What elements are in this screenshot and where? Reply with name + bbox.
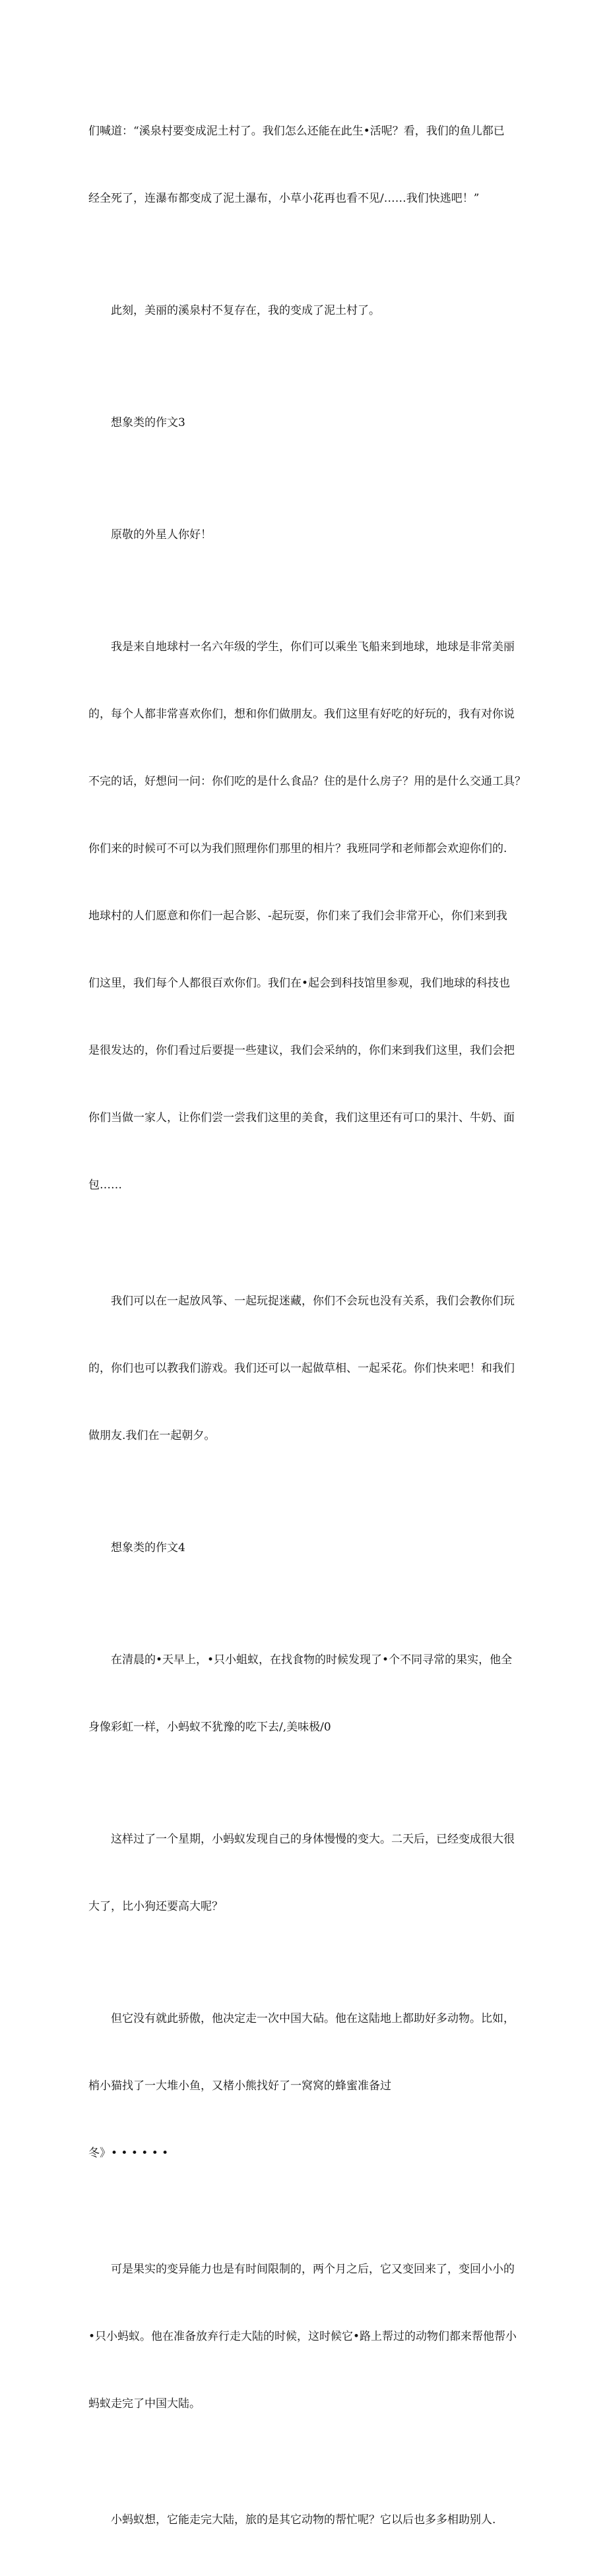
text-line: 梢小猫找了一大堆小鱼，又楮小熊找好了一窝窝的蜂蜜准备过: [88, 2079, 391, 2093]
text-line: 冬》• • • • • •: [88, 2147, 169, 2160]
text-line: 经全死了，连瀑布都变成了泥土瀑布，小草小花再也看不见/……我们快逃吧！”: [88, 192, 480, 205]
text-line: 蚂蚁走完了中国大陆。: [88, 2397, 201, 2410]
text-line: 不完的话，好想问一问：你们吃的是什么食品？住的是什么房子？用的是什么交通工具？: [88, 775, 526, 788]
text-line: 的，每个人都非常喜欢你们，想和你们做朋友。我们这里有好吃的好玩的，我有对你说: [88, 708, 515, 721]
text-line: 这样过了一个星期，小蚂蚁发现自己的身体慢慢的变大。二天后，已经变成很大很: [111, 1833, 515, 1846]
paragraph: [88, 591, 526, 1241]
text-line: 我们可以在一起放风筝、一起玩捉迷藏，你们不会玩也没有关系，我们会教你们玩: [111, 1295, 515, 1308]
paragraph: [88, 1604, 517, 1783]
paragraph: [88, 255, 517, 367]
heading-text: 想象类的作文3: [111, 416, 185, 429]
text-line: 是很发达的，你们看过后要提一些建议，我们会采纳的，你们来到我们这里，我们会把: [88, 1044, 515, 1057]
text-line: 我是来自地球村一名六年级的学生，你们可以乘坐飞船来到地球，地球是非常美丽: [111, 640, 515, 654]
paragraph: [88, 2464, 517, 2576]
text-line: 你们来的时候可不可以为我们照理你们那里的相片？我班同学和老师都会欢迎你们的.: [88, 842, 507, 855]
heading-text: 想象类的作文4: [111, 1541, 185, 1554]
paragraph: [88, 1245, 517, 1492]
text-line: 原敬的外星人你好！: [111, 528, 212, 541]
text-line: 小蚂蚁想，它能走完大陆，旅的是其它动物的帮忙呢？它以后也多多相助别人.: [111, 2513, 496, 2527]
paragraph: [88, 1783, 517, 1963]
section-heading: [88, 367, 517, 479]
text-line: 们喊道：“溪泉村要变成泥土村了。我们怎么还能在此生•活呢？看，我们的鱼儿都已: [88, 125, 505, 138]
paragraph: [88, 479, 517, 591]
text-line: 此刻，美丽的溪泉村不复存在，我的变成了泥土村了。: [111, 304, 380, 317]
paragraph: [88, 2213, 517, 2464]
text-line: 身像彩虹一样，小蚂蚁不犹豫的吃下去/,美味极/0: [88, 1721, 331, 1734]
text-line: 包……: [88, 1179, 122, 1192]
text-line: 大了，比小狗还要高大呢？: [88, 1900, 223, 1913]
text-line: •只小蚂蚁。他在准备放弃行走大陆的时候，这时候它•路上帮过的动物们都来帮他帮小: [88, 2330, 517, 2343]
text-line: 的，你们也可以教我们游戏。我们还可以一起做草相、一起采花。你们快来吧！和我们: [88, 1362, 515, 1375]
text-line: 但它没有就此骄傲，他决定走一次中国大砧。他在这陆地上都助好多动物。比如，: [111, 2012, 515, 2025]
text-line: 们这里，我们每个人都很百欢你们。我们在•起会到科技馆里参观，我们地球的科技也: [88, 977, 511, 990]
text-line: 做朋友.我们在一起朝夕。: [88, 1429, 216, 1442]
paragraph: [88, 1963, 517, 2213]
text-line: 在清晨的•天早上，•只小蛆蚁，在找食物的时候发现了•个不同寻常的果实，他全: [111, 1653, 513, 1667]
text-line: 可是果实的变异能力也是有时间限制的，两个月之后，它又变回来了，变回小小的: [111, 2263, 515, 2276]
section-heading: [88, 1492, 517, 1604]
text-line: 地球村的人们愿意和你们一起合影、-起玩耍，你们来了我们会非常开心，你们来到我: [88, 909, 507, 923]
document-body: [88, 75, 526, 2576]
text-line: 你们当做一家人，让你们尝一尝我们这里的美食，我们这里还有可口的果汁、牛奶、面: [88, 1111, 515, 1124]
paragraph: [88, 75, 517, 255]
